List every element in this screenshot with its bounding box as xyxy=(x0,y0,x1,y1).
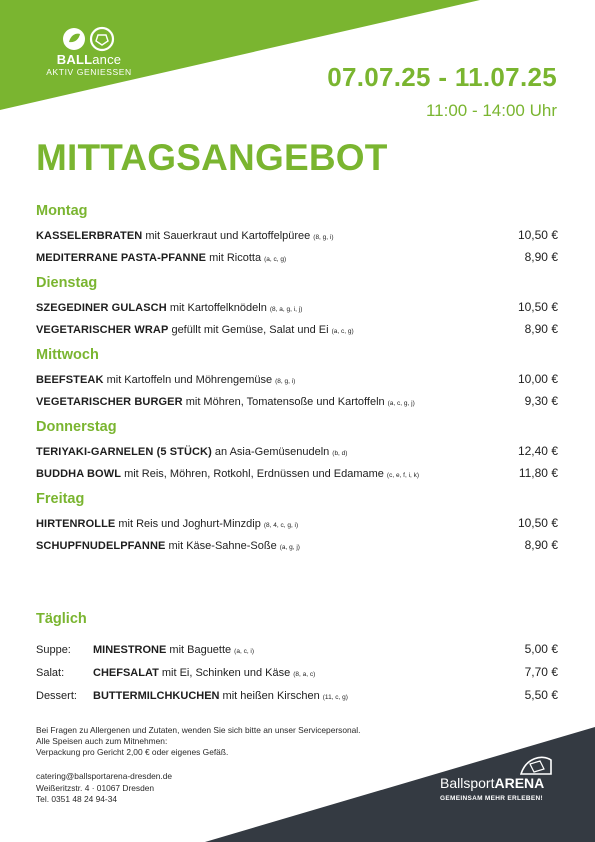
daily-label: Suppe: xyxy=(36,644,71,656)
dish-price: 8,90 € xyxy=(524,322,558,336)
daily-section xyxy=(36,610,558,707)
daily-text xyxy=(93,639,525,663)
dish-allergens: (b, d) xyxy=(332,450,348,457)
dish-description: mit Kartoffeln und Möhrengemüse xyxy=(103,374,273,386)
daily-description: mit Baguette xyxy=(166,644,232,656)
dish-allergens: (a, c, g) xyxy=(264,256,287,263)
dish-row xyxy=(36,246,558,268)
dish-name: MEDITERRANE PASTA-PFANNE xyxy=(36,252,207,264)
time-range: 11:00 - 14:00 Uhr xyxy=(425,101,557,120)
contact-phone: Tel. 0351 48 24 94-34 xyxy=(36,794,118,804)
daily-name: CHEFSALAT xyxy=(93,667,159,679)
logo-tagline: AKTIV GENIESSEN xyxy=(46,67,132,77)
dish-text xyxy=(36,247,286,271)
dish-name: HIRTENROLLE xyxy=(36,518,116,530)
dish-allergens: (c, e, f, i, k) xyxy=(386,472,420,479)
dish-price: 11,80 € xyxy=(518,466,558,480)
dish-row xyxy=(36,318,558,340)
dish-name: SCHUPFNUDELPFANNE xyxy=(36,540,166,552)
daily-label: Salat: xyxy=(36,667,65,679)
ballsportarena-logo xyxy=(440,775,570,802)
dish-row xyxy=(36,390,558,412)
arena-name-light: Ballsport xyxy=(440,775,495,791)
dish-text xyxy=(36,297,302,321)
dish-price: 12,40 € xyxy=(517,444,558,458)
dish-description: mit Ricotta xyxy=(206,252,262,264)
dish-allergens: (a, c, g, j) xyxy=(387,400,415,407)
dish-text xyxy=(36,369,295,393)
daily-name: MINESTRONE xyxy=(93,644,167,656)
daily-row xyxy=(36,638,558,661)
dish-text xyxy=(36,319,354,343)
dish-description: mit Kartoffelknödeln xyxy=(166,302,267,314)
dish-description: mit Reis und Joghurt-Minzdip xyxy=(115,518,261,530)
daily-name: BUTTERMILCHKUCHEN xyxy=(93,690,220,702)
daily-row xyxy=(36,661,558,684)
daily-description: mit heißen Kirschen xyxy=(219,690,320,702)
dish-row xyxy=(36,224,558,246)
daily-allergens: (11, c, g) xyxy=(322,694,348,701)
day-title: Freitag xyxy=(36,491,85,507)
arena-name-bold: ARENA xyxy=(494,775,545,791)
dish-price: 8,90 € xyxy=(524,250,558,264)
dish-name: SZEGEDINER GULASCH xyxy=(36,302,167,314)
day-section-dienstag xyxy=(36,274,558,340)
dish-description: gefüllt mit Gemüse, Salat und Ei xyxy=(168,324,329,336)
dish-price: 10,50 € xyxy=(517,228,558,242)
day-section-montag xyxy=(36,202,558,268)
dish-description: mit Reis, Möhren, Rotkohl, Erdnüssen und Edamame xyxy=(121,468,384,480)
daily-label: Dessert: xyxy=(36,690,77,702)
daily-price: 5,00 € xyxy=(524,642,558,656)
dish-description: an Asia-Gemüsenudeln xyxy=(211,446,330,458)
day-title: Donnerstag xyxy=(36,419,117,435)
dish-row xyxy=(36,440,558,462)
daily-title: Täglich xyxy=(36,611,87,627)
daily-price: 5,50 € xyxy=(524,688,558,702)
daily-allergens: (8, a, c) xyxy=(293,671,316,678)
logo-name-bold: BALL xyxy=(56,52,93,67)
dish-price: 10,50 € xyxy=(517,516,558,530)
dish-row xyxy=(36,512,558,534)
allergen-notes xyxy=(36,725,361,758)
dish-row xyxy=(36,296,558,318)
arena-name xyxy=(440,775,570,791)
day-title: Montag xyxy=(36,203,88,219)
dish-text xyxy=(36,441,347,465)
dish-text xyxy=(36,513,298,537)
dish-text xyxy=(36,391,415,415)
daily-description: mit Ei, Schinken und Käse xyxy=(158,667,291,679)
arena-tagline: GEMEINSAM MEHR ERLEBEN! xyxy=(440,795,543,802)
page-title: MITTAGSANGEBOT xyxy=(36,137,388,178)
dish-text xyxy=(36,225,334,249)
dish-description: mit Sauerkraut und Kartoffelpüree xyxy=(142,230,311,242)
dish-description: mit Möhren, Tomatensoße und Kartoffeln xyxy=(182,396,385,408)
contact-address: Weißeritzstr. 4 · 01067 Dresden xyxy=(36,782,155,793)
dish-price: 8,90 € xyxy=(524,538,558,552)
dish-name: VEGETARISCHER BURGER xyxy=(36,396,183,408)
dish-row xyxy=(36,368,558,390)
logo-name-light: ance xyxy=(92,52,122,67)
dish-allergens: (8, g, i) xyxy=(275,378,296,385)
daily-text xyxy=(93,662,525,686)
dish-row xyxy=(36,462,558,484)
date-range: 07.07.25 - 11.07.25 xyxy=(327,62,557,92)
note-line: Bei Fragen zu Allergenen und Zutaten, wenden Sie sich bitte an unser Servicepersonal. xyxy=(36,725,361,735)
dish-allergens: (8, 4, c, g, i) xyxy=(263,522,299,529)
dish-price: 10,50 € xyxy=(517,300,558,314)
logo-name xyxy=(34,52,144,67)
daily-row xyxy=(36,684,558,707)
day-section-mittwoch xyxy=(36,346,558,412)
dish-name: BEEFSTEAK xyxy=(36,374,104,386)
ballance-logo xyxy=(34,26,144,77)
daily-allergens: (a, c, i) xyxy=(234,648,255,655)
day-title: Mittwoch xyxy=(36,347,99,363)
dish-allergens: (8, g, i) xyxy=(313,234,334,241)
dish-name: VEGETARISCHER WRAP xyxy=(36,324,169,336)
note-line: Verpackung pro Gericht 2,00 € oder eigenes Gefäß. xyxy=(36,747,229,757)
daily-text xyxy=(93,685,525,709)
daily-price: 7,70 € xyxy=(524,665,558,679)
dish-row xyxy=(36,534,558,556)
dish-name: BUDDHA BOWL xyxy=(36,468,122,480)
contact-email[interactable]: catering@ballsportarena-dresden.de xyxy=(36,771,173,781)
day-title: Dienstag xyxy=(36,275,98,291)
dish-text xyxy=(36,463,419,487)
ball-leaf-icon xyxy=(60,26,118,52)
dish-price: 9,30 € xyxy=(524,394,558,408)
day-section-freitag xyxy=(36,490,558,556)
dish-allergens: (a, c, g) xyxy=(331,328,354,335)
dish-allergens: (8, a, g, i, j) xyxy=(269,306,303,313)
note-line: Alle Speisen auch zum Mitnehmen: xyxy=(36,736,168,746)
dish-text xyxy=(36,535,300,559)
dish-name: KASSELERBRATEN xyxy=(36,230,143,242)
weekly-menu xyxy=(36,202,558,562)
dish-name: TERIYAKI-GARNELEN (5 STÜCK) xyxy=(36,446,212,458)
dish-price: 10,00 € xyxy=(517,372,558,386)
day-section-donnerstag xyxy=(36,418,558,484)
dish-allergens: (a, g, j) xyxy=(279,544,300,551)
contact-block xyxy=(36,771,172,806)
dish-description: mit Käse-Sahne-Soße xyxy=(165,540,277,552)
